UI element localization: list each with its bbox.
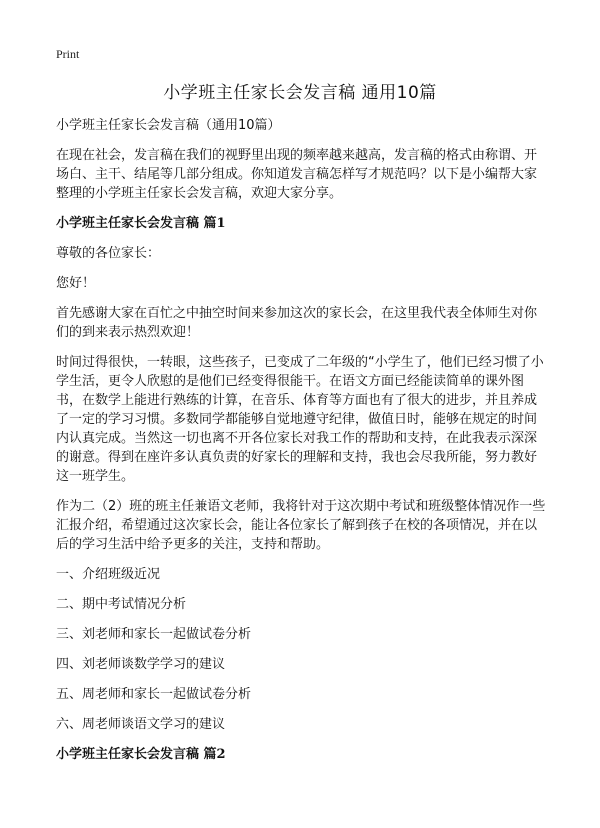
article-body bbox=[56, 116, 546, 775]
body-paragraph-2: 时间过得很快，一转眼，这些孩子，已变成了二年级的“小学生了，他们已经习惯了小学生活，更令人欣慰的是他们已经变得很能干。在语文方面已经能读简单的课外图书，在数学上能进行熟练的计算，在音乐、体育等方面也有了很大的进步，并且养成了一定的学习习惯。多数同学都能够自觉地遵守纪律，做值日时，能够在规定的时间内认真完成。当然这一切也离不开各位家长对我工作的帮助和支持，在此我表示深深的谢意。得到在座许多认真负责的好家长的理解和支持，我也会尽我所能，努力教好这一班学生。 bbox=[56, 355, 544, 484]
print-link[interactable]: Print bbox=[56, 47, 80, 61]
agenda-item: 一、介绍班级近况 bbox=[56, 567, 161, 582]
agenda-item: 三、刘老师和家长一起做试卷分析 bbox=[56, 627, 252, 642]
greeting: 您好！ bbox=[56, 276, 96, 291]
section-heading-1: 小学班主任家长会发言稿 篇1 bbox=[56, 216, 226, 231]
salutation: 尊敬的各位家长： bbox=[56, 246, 161, 261]
agenda-item: 六、周老师谈语文学习的建议 bbox=[56, 717, 226, 732]
agenda-item: 五、周老师和家长一起做试卷分析 bbox=[56, 687, 252, 702]
agenda-item: 四、刘老师谈数学学习的建议 bbox=[56, 657, 226, 672]
body-paragraph-3: 作为二（2）班的班主任兼语文老师，我将针对于这次期中考试和班级整体情况作一些汇报介绍，希望通过这次家长会，能让各位家长了解到孩子在校的各项情况，并在以后的学习生活中给予更多的关注，支持和帮助。 bbox=[56, 499, 546, 552]
article-subtitle: 小学班主任家长会发言稿（通用10篇） bbox=[56, 118, 281, 133]
section-heading-2: 小学班主任家长会发言稿 篇2 bbox=[56, 747, 226, 762]
intro-paragraph: 在现在社会，发言稿在我们的视野里出现的频率越来越高，发言稿的格式由称谓、开场白、主干、结尾等几部分组成。你知道发言稿怎样写才规范吗？以下是小编帮大家整理的小学班主任家长会发言稿，欢迎大家分享。 bbox=[56, 148, 538, 201]
page-title: 小学班主任家长会发言稿 通用10篇 bbox=[163, 83, 437, 103]
agenda-item: 二、期中考试情况分析 bbox=[56, 597, 187, 612]
body-paragraph-1: 首先感谢大家在百忙之中抽空时间来参加这次的家长会，在这里我代表全体师生对你们的到来表示热烈欢迎！ bbox=[56, 306, 538, 340]
